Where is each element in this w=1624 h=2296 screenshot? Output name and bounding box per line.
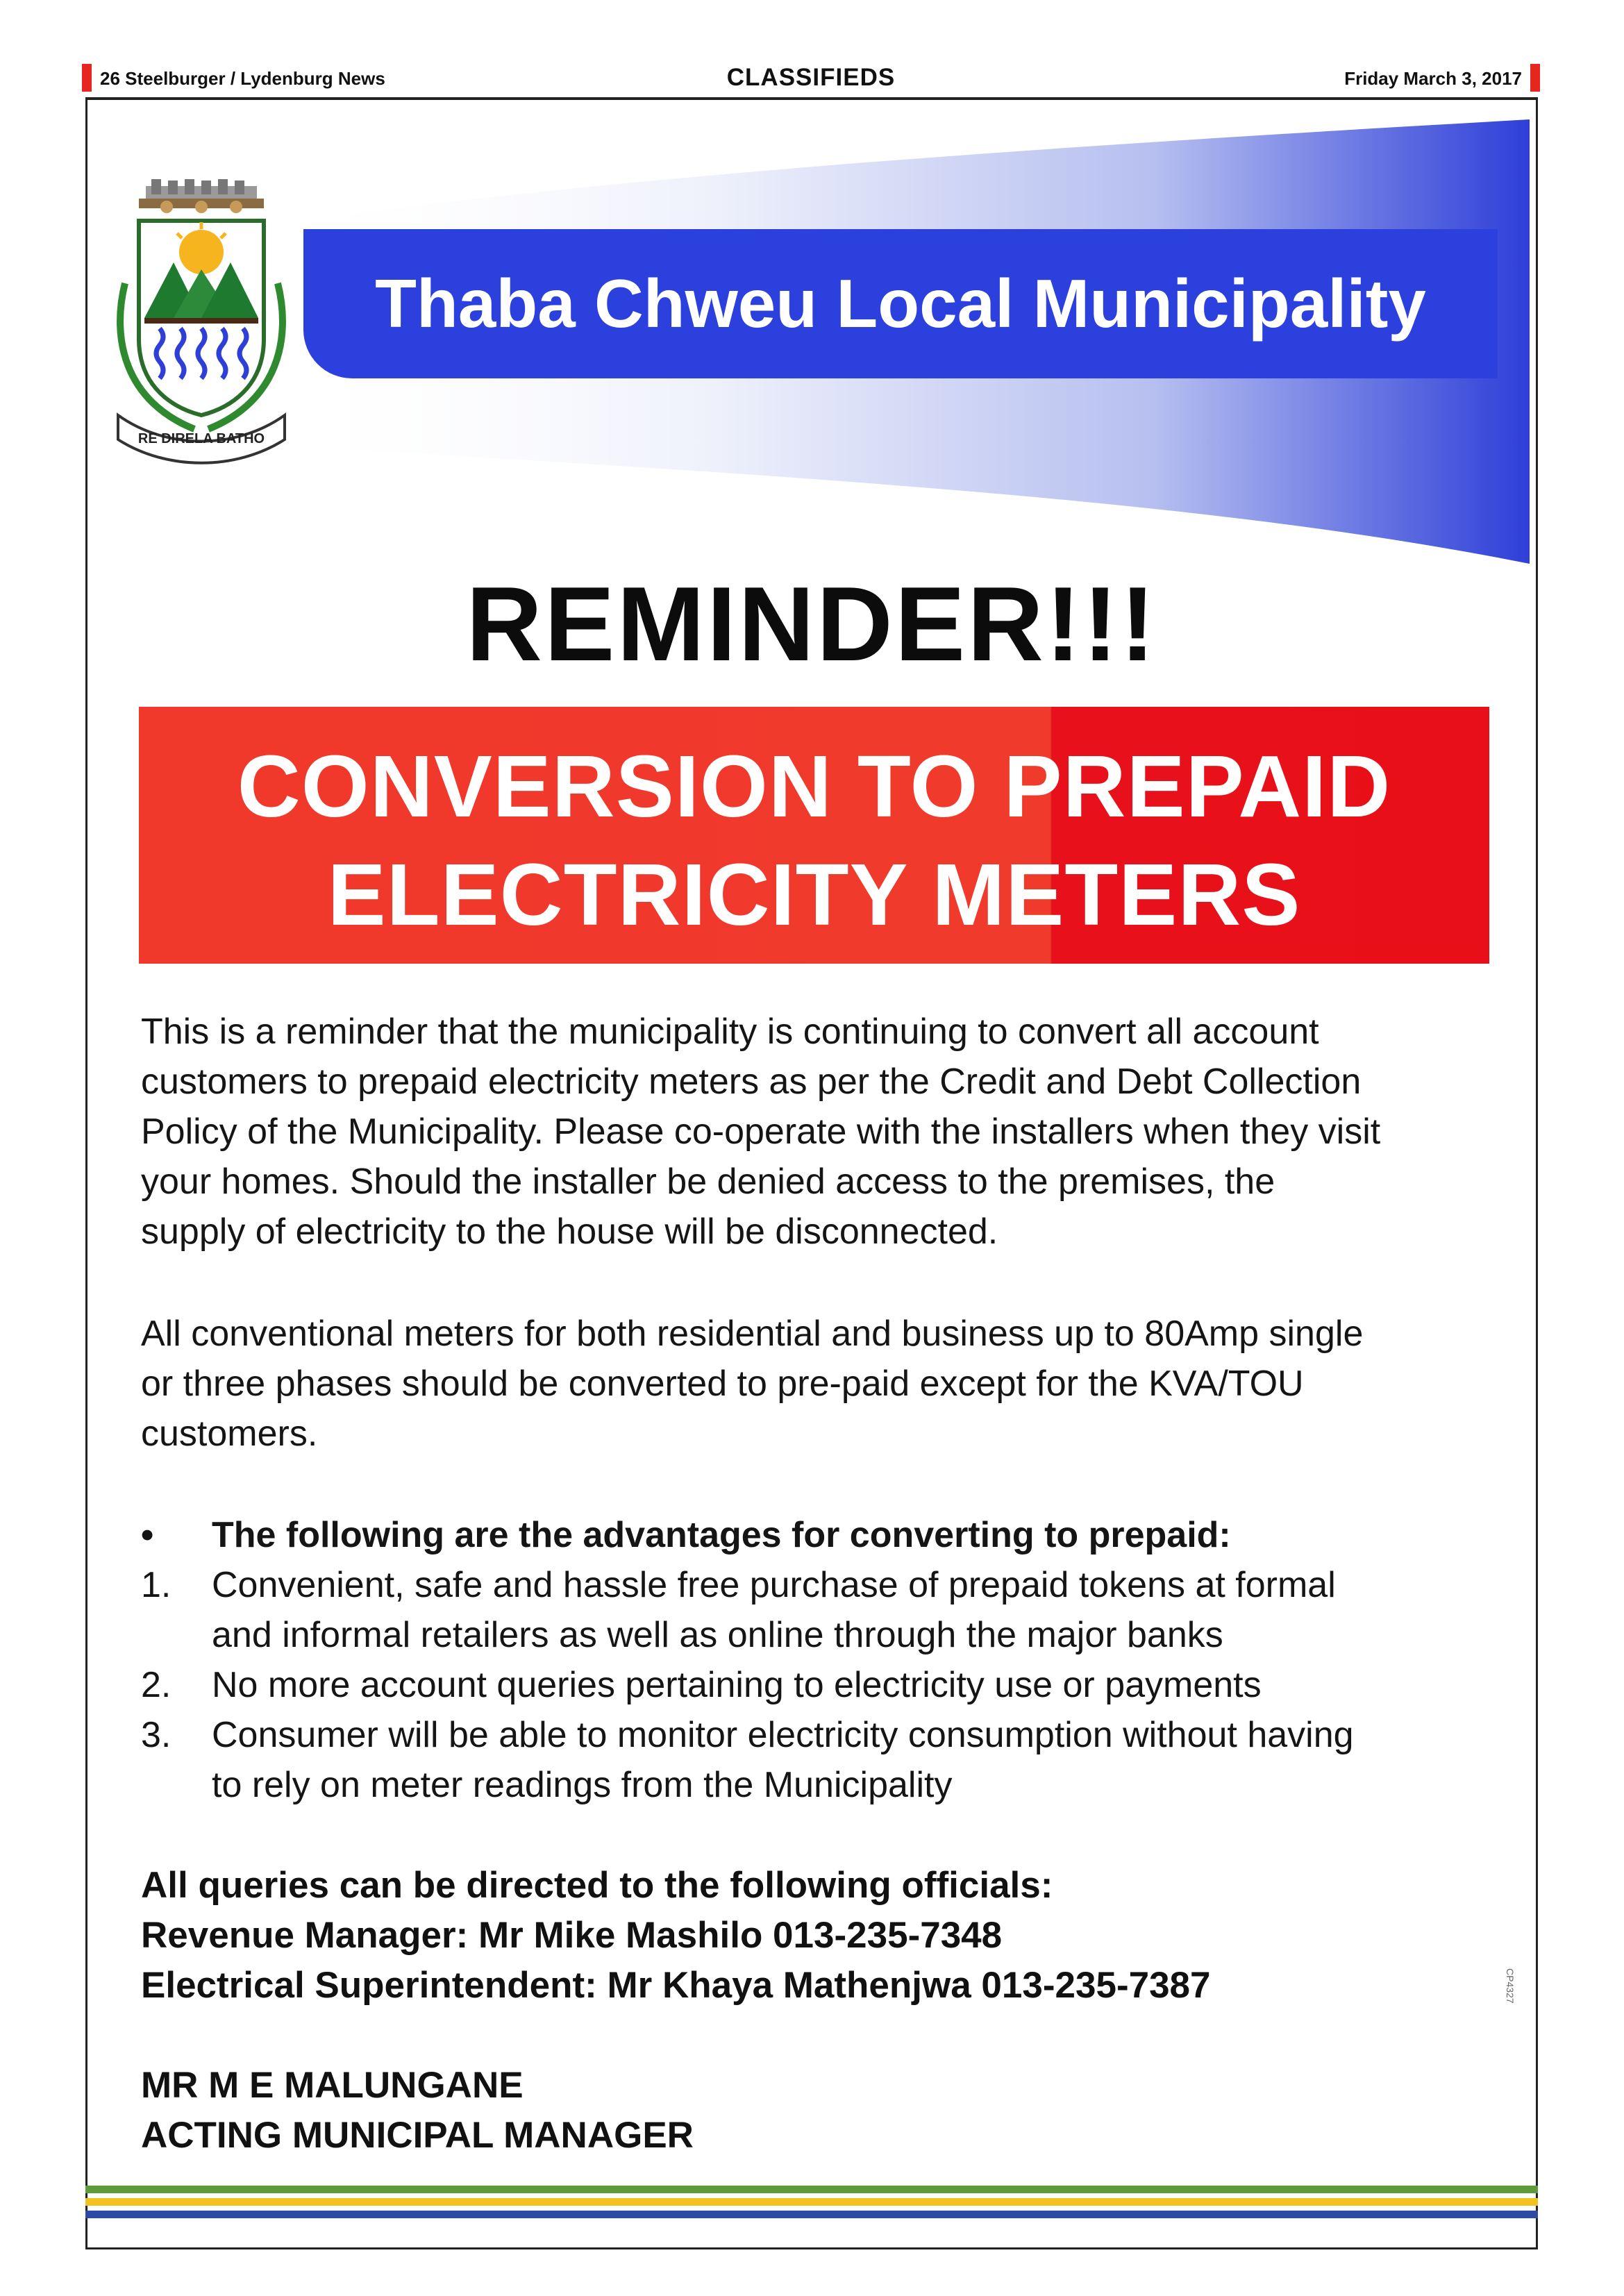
section-title: CLASSIFIEDS [726,64,896,91]
list-number: 3. [141,1715,171,1755]
contacts-intro: All queries can be directed to the following officials: [141,1865,1053,1906]
advantages-list [141,1510,1488,1810]
reminder-paragraph [141,1007,1488,1257]
publication-date: Friday March 3, 2017 [1344,68,1522,89]
text-line: This is a reminder that the municipality is continuing to convert all account [141,1012,1319,1052]
blue-stripe [85,2211,1538,2218]
text-line: and informal retailers as well as online through the major banks [212,1615,1223,1655]
list-number: 2. [141,1665,171,1705]
advantages-heading: • The following are the advantages for converting to prepaid: [141,1510,1488,1560]
page-header [82,64,1540,96]
footer-stripes [85,2186,1538,2218]
bullet-marker: • [141,1515,154,1555]
text-line: or three phases should be converted to pre-paid except for the KVA/TOU [141,1364,1304,1404]
header-marker-right [1530,64,1540,92]
green-stripe [85,2186,1538,2193]
reminder-heading: REMINDER!!! [466,565,1157,683]
contact-officials [141,1861,1211,2011]
signature-block [141,2061,694,2161]
conversion-title-box [139,707,1489,964]
yellow-stripe [85,2198,1538,2206]
text-line: All conventional meters for both residential and business up to 80Amp single [141,1314,1364,1354]
title-line-2: ELECTRICITY METERS [327,846,1301,944]
list-number: 1. [141,1565,171,1605]
text-line: Policy of the Municipality. Please co-operate with the installers when they visit [141,1112,1381,1152]
text-line: supply of electricity to the house will be disconnected. [141,1212,998,1252]
crown-icon [139,179,264,213]
publication-page-label: 26 Steelburger / Lydenburg News [100,68,385,89]
municipality-name: Thaba Chweu Local Municipality [375,265,1426,342]
signatory-name: MR M E MALUNGANE [141,2065,524,2106]
municipal-crest-logo [111,179,292,471]
text-line: your homes. Should the installer be denied access to the premises, the [141,1162,1275,1202]
crest-motto: RE DIRELA BATHO [137,431,265,446]
ad-reference-code: CP4327 [1505,1968,1516,2004]
text-line: to rely on meter readings from the Municipality [212,1765,953,1805]
signatory-title: ACTING MUNICIPAL MANAGER [141,2115,694,2156]
text-line: customers. [141,1414,318,1454]
list-item [141,1710,1488,1810]
text-line: No more account queries pertaining to electricity use or payments [212,1665,1262,1705]
text-line: customers to prepaid electricity meters as per the Credit and Debt Collection [141,1062,1362,1102]
electrical-superintendent-contact: Electrical Superintendent: Mr Khaya Mathenjwa 013-235-7387 [141,1965,1211,2006]
revenue-manager-contact: Revenue Manager: Mr Mike Mashilo 013-235-7348 [141,1915,1003,1956]
text-line: Convenient, safe and hassle free purchase of prepaid tokens at formal [212,1565,1336,1605]
list-item [141,1660,1488,1710]
text-line: Consumer will be able to monitor electricity consumption without having [212,1715,1354,1755]
list-item [141,1560,1488,1660]
title-line-1: CONVERSION TO PREPAID [237,737,1391,835]
meters-paragraph [141,1309,1488,1459]
